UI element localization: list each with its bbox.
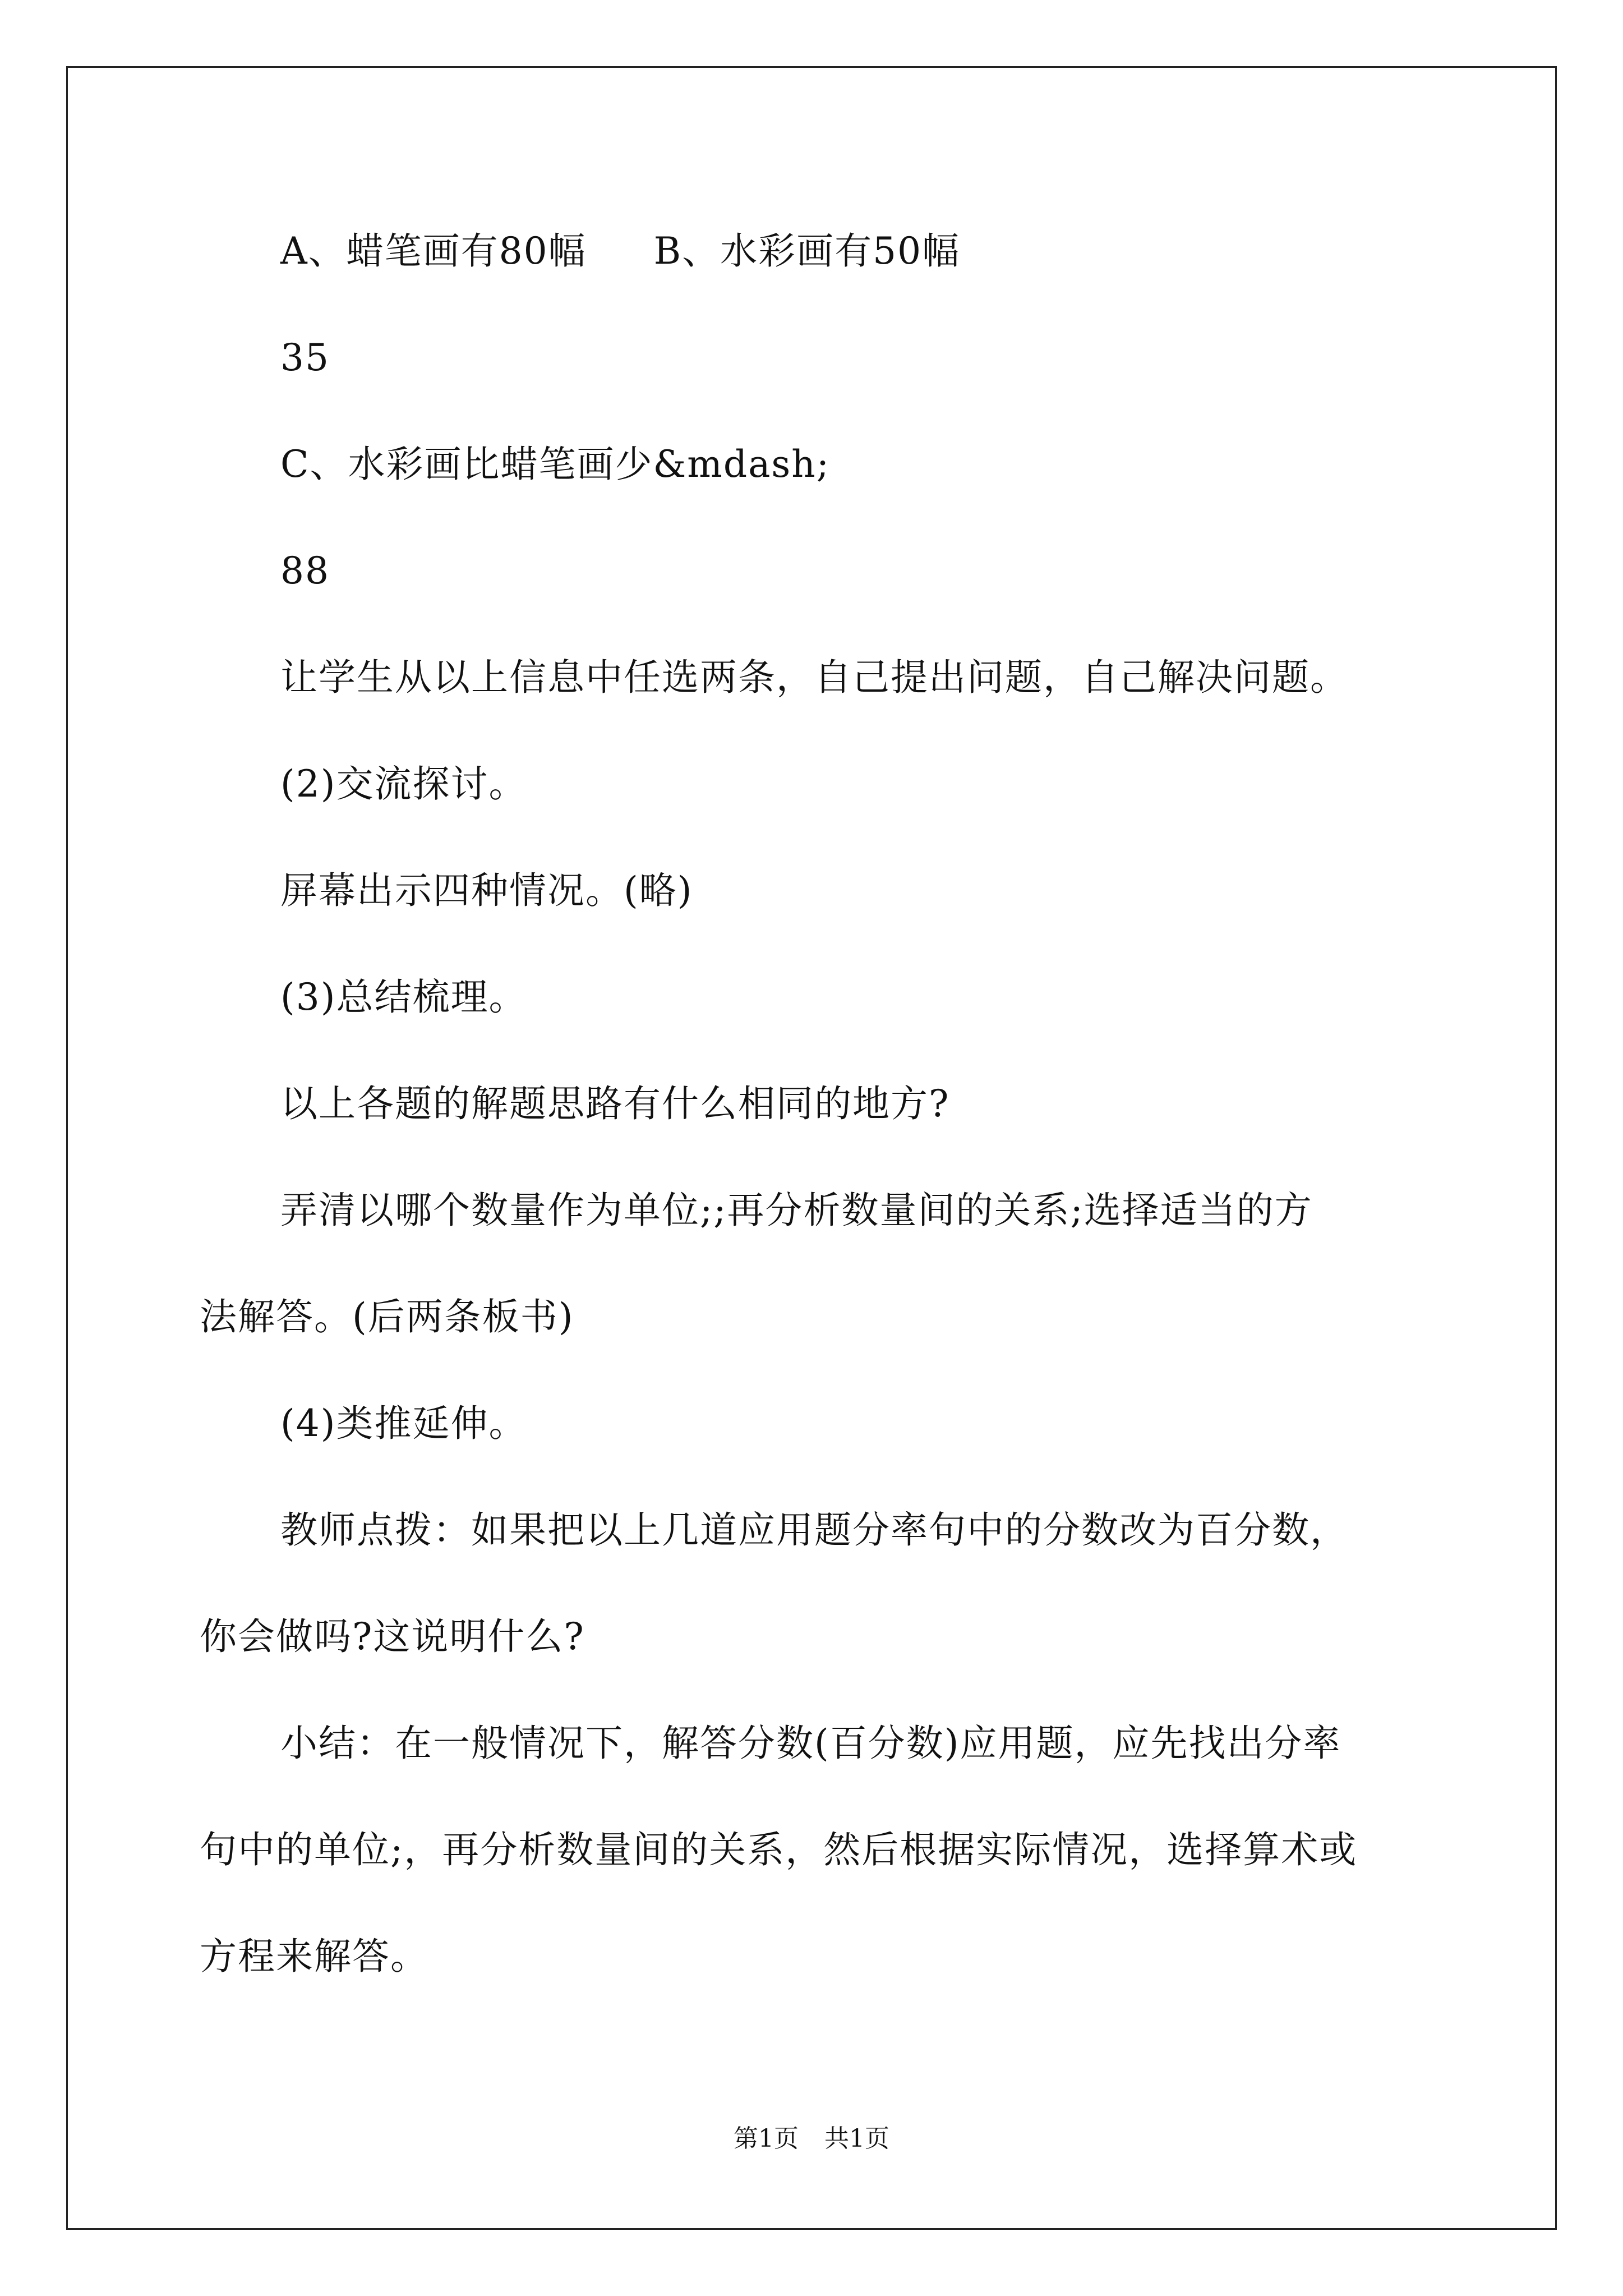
text-line-fraction-88: 88: [280, 549, 330, 592]
text-line-method-2: 法解答。(后两条板书): [200, 1295, 574, 1338]
page-total: 共1页: [824, 2124, 889, 2153]
section-heading-4: (4)类推延伸。: [280, 1402, 527, 1445]
text-line-summary-2: 句中的单位;，再分析数量间的关系，然后根据实际情况，选择算术或: [200, 1828, 1358, 1871]
text-line-screen: 屏幕出示四种情况。(略): [280, 869, 693, 912]
text-line-method-1: 弄清以哪个数量作为单位;;再分析数量间的关系;选择适当的方: [280, 1189, 1313, 1232]
text-line-teacher-1: 教师点拨：如果把以上几道应用题分率句中的分数改为百分数，: [280, 1508, 1348, 1552]
page-number: 第1页: [734, 2124, 799, 2153]
section-heading-3: (3)总结梳理。: [280, 976, 527, 1019]
text-line-summary-3: 方程来解答。: [200, 1935, 428, 1978]
text-line-options-ab: [280, 229, 960, 274]
page-border: [66, 66, 1557, 2230]
section-heading-2: (2)交流探讨。: [280, 762, 527, 806]
text-line-option-c: C、水彩画比蜡笔画少&mdash;: [280, 443, 831, 486]
text-line-summary-1: 小结：在一般情况下，解答分数(百分数)应用题，应先找出分率: [280, 1722, 1341, 1765]
text-line-question: 以上各题的解题思路有什么相同的地方?: [280, 1082, 950, 1125]
text-line-teacher-2: 你会做吗?这说明什么?: [200, 1615, 585, 1658]
text-line-instruction: 让学生从以上信息中任选两条，自己提出问题，自己解决问题。: [280, 656, 1348, 699]
page-footer: [0, 2123, 1623, 2155]
option-b: B、水彩画有50幅: [653, 229, 961, 273]
option-a: A、蜡笔画有80幅: [280, 229, 587, 273]
text-line-fraction-35: 35: [280, 336, 330, 379]
